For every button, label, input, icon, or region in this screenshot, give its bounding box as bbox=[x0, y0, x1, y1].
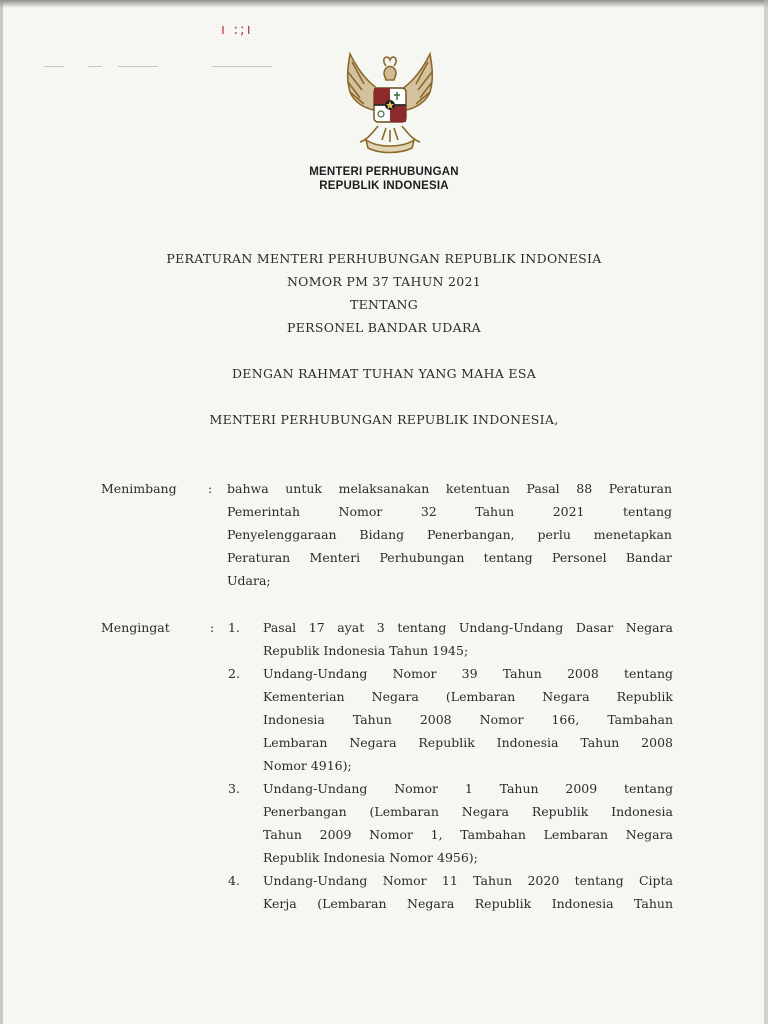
page-top-shadow bbox=[0, 0, 768, 8]
mengingat-item-line: Indonesia Tahun 2008 Nomor 166, Tambahan bbox=[263, 712, 673, 727]
mengingat-item-line: Tahun 2009 Nomor 1, Tambahan Lembaran Negara bbox=[263, 827, 673, 842]
mengingat-item-number: 3. bbox=[228, 781, 240, 796]
menimbang-label: Menimbang bbox=[101, 481, 177, 496]
mengingat-item-line: Kerja (Lembaran Negara Republik Indonesia Tahun bbox=[263, 896, 673, 911]
menimbang-colon: : bbox=[208, 481, 213, 496]
page-right-edge bbox=[764, 0, 768, 1024]
page-left-edge bbox=[0, 0, 3, 1024]
menimbang-line: bahwa untuk melaksanakan ketentuan Pasal 88 Peraturan bbox=[227, 481, 672, 496]
mengingat-item-line: Republik Indonesia Tahun 1945; bbox=[263, 643, 469, 658]
scan-artifact-mark: ı :;ı bbox=[221, 22, 253, 38]
mengingat-item-number: 4. bbox=[228, 873, 240, 888]
mengingat-colon: : bbox=[210, 620, 215, 635]
mengingat-item-line: Undang-Undang Nomor 11 Tahun 2020 tentang Cipta bbox=[263, 873, 673, 888]
mengingat-item-line: Undang-Undang Nomor 1 Tahun 2009 tentang bbox=[263, 781, 673, 796]
authority-line: MENTERI PERHUBUNGAN REPUBLIK INDONESIA, bbox=[209, 412, 559, 427]
mengingat-item-line: Republik Indonesia Nomor 4956); bbox=[263, 850, 478, 865]
menimbang-line: Penyelenggaraan Bidang Penerbangan, perlu menetapkan bbox=[227, 527, 672, 542]
scan-dash bbox=[88, 66, 102, 67]
mengingat-item-number: 2. bbox=[228, 666, 240, 681]
scan-dash bbox=[44, 66, 64, 67]
ministry-header-line1: MENTERI PERHUBUNGAN bbox=[309, 166, 459, 178]
ministry-header-line2: REPUBLIK INDONESIA bbox=[319, 180, 449, 192]
regulation-subject: PERSONEL BANDAR UDARA bbox=[286, 320, 481, 335]
regulation-tentang: TENTANG bbox=[349, 297, 419, 312]
regulation-number: NOMOR PM 37 TAHUN 2021 bbox=[286, 274, 482, 289]
mengingat-item-line: Nomor 4916); bbox=[263, 758, 352, 773]
menimbang-line: Udara; bbox=[227, 573, 271, 588]
mengingat-item-line: Pasal 17 ayat 3 tentang Undang-Undang Dasar Negara bbox=[263, 620, 673, 635]
garuda-pancasila-emblem bbox=[330, 44, 450, 154]
mengingat-item-number: 1. bbox=[228, 620, 240, 635]
mengingat-item-line: Penerbangan (Lembaran Negara Republik Indonesia bbox=[263, 804, 673, 819]
regulation-title: PERATURAN MENTERI PERHUBUNGAN REPUBLIK INDONESIA bbox=[166, 251, 602, 266]
mengingat-item-line: Lembaran Negara Republik Indonesia Tahun 2008 bbox=[263, 735, 673, 750]
mengingat-label: Mengingat bbox=[101, 620, 170, 635]
mengingat-item-line: Kementerian Negara (Lembaran Negara Republik bbox=[263, 689, 673, 704]
scan-dash bbox=[118, 66, 158, 67]
menimbang-line: Peraturan Menteri Perhubungan tentang Personel Bandar bbox=[227, 550, 672, 565]
menimbang-line: Pemerintah Nomor 32 Tahun 2021 tentang bbox=[227, 504, 672, 519]
scan-dash bbox=[212, 66, 272, 67]
blessing-line: DENGAN RAHMAT TUHAN YANG MAHA ESA bbox=[231, 366, 537, 381]
mengingat-item-line: Undang-Undang Nomor 39 Tahun 2008 tentang bbox=[263, 666, 673, 681]
